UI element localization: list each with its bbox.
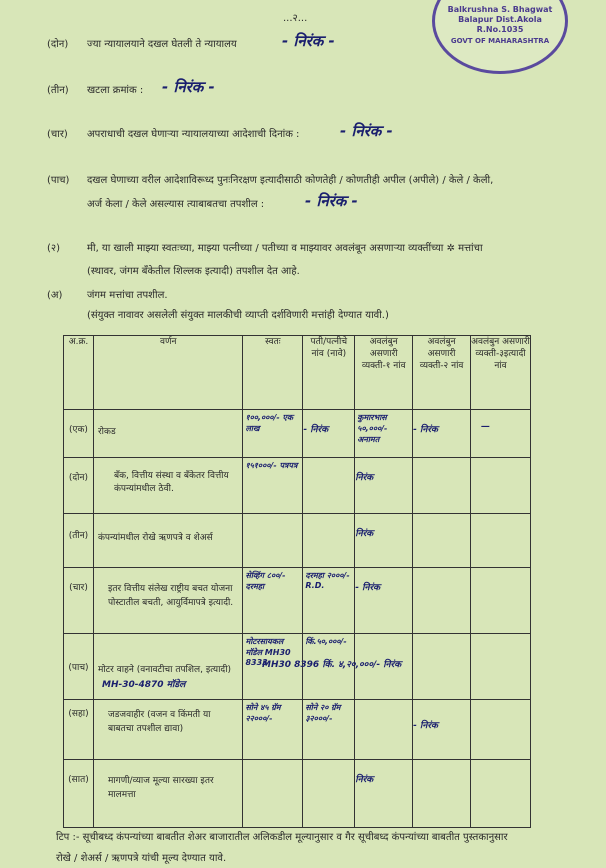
item-text: ज्या न्यायालयाने दखल घेतली ते न्यायालय xyxy=(87,39,237,50)
assets-table xyxy=(63,335,531,828)
row-self: सोने ४५ ग्रॅम २२०००/- xyxy=(243,700,303,760)
row-self xyxy=(243,514,303,568)
section2-line2: (स्थावर, जंगम बँकेतील शिल्लक इत्यादी) तपशील देत आहे. xyxy=(87,266,300,277)
table-row xyxy=(64,514,531,568)
row-desc: इतर वित्तीय संलेख राष्ट्रीय बचत योजना पोस्टातील बचती, आयुर्विमापत्रे इत्यादी. xyxy=(93,568,243,634)
row-num: (तीन) xyxy=(64,514,94,568)
footer-note-line2: रोखे / शेअर्स / ऋणपत्रे यांची मूल्य देण्यात यावे. xyxy=(56,853,227,864)
row-dep3 xyxy=(470,514,530,568)
row-dep1 xyxy=(355,700,413,760)
item-text: अपराधाची दखल घेणाऱ्या न्यायालयाच्या आदेशाची दिनांक : xyxy=(87,129,300,140)
row-dep1: - निरंक xyxy=(355,568,413,634)
row-dep2 xyxy=(413,514,471,568)
row-dep2 xyxy=(413,760,471,828)
row-self: सेव्हिंग ८००/- दरमहा xyxy=(243,568,303,634)
row-self xyxy=(243,760,303,828)
th-dep3: अवलंबुन असणारी व्यक्ती-३इत्यादी नांव xyxy=(470,336,530,410)
official-seal xyxy=(432,0,568,74)
row-dep2: - निरंक xyxy=(413,700,471,760)
item-text-line2: अर्ज केला / केले असल्यास त्याबाबतचा तपशील : xyxy=(87,199,265,210)
item-handwritten: - निरंक - xyxy=(162,78,215,96)
row-dep1: कुमारभास ५०,०००/- अनामत xyxy=(355,410,413,458)
row-desc: बँक, वित्तीय संस्था व बँकेतर वित्तीय कंपन्यांमधील ठेवी. xyxy=(93,458,243,514)
item-text: खटला क्रमांक : xyxy=(87,85,144,96)
item-num: (चार) xyxy=(47,129,68,140)
item-handwritten: - निरंक - xyxy=(340,122,393,140)
table-row xyxy=(64,568,531,634)
table-row xyxy=(64,700,531,760)
row-dep1: निरंक xyxy=(355,760,413,828)
row-spouse: सोने २० ग्रॅम ३२०००/- xyxy=(303,700,355,760)
sectionA-line1: जंगम मत्तांचा तपशील. xyxy=(87,290,168,301)
page-marker: ...२... xyxy=(283,13,308,24)
row-spouse xyxy=(303,760,355,828)
row-spouse: - निरंक xyxy=(303,410,355,458)
row-dep3 xyxy=(470,568,530,634)
row-self: १००,०००/- एक लाख xyxy=(243,410,303,458)
item-handwritten: - निरंक - xyxy=(305,192,358,210)
table-row xyxy=(64,760,531,828)
table-header-row xyxy=(64,336,531,410)
row-spouse xyxy=(303,514,355,568)
th-spouse: पती/पत्नीचे नांव (नावे) xyxy=(303,336,355,410)
row-desc: रोकड xyxy=(93,410,243,458)
row-dep2 xyxy=(413,458,471,514)
row-num: (सहा) xyxy=(64,700,94,760)
row-num: (चार) xyxy=(64,568,94,634)
seal-line3: R.No.1035 xyxy=(476,25,524,34)
section2-line1: मी, या खाली माझ्या स्वतःच्या, माझ्या पत्नीच्या / पतीच्या व माझ्यावर अवलंबून असणाऱ्या व्यक्तींच्या ✲ मत्तांचा xyxy=(87,243,483,254)
row-num: (पाच) xyxy=(64,634,94,700)
row-dep3: — xyxy=(470,410,530,458)
table-row xyxy=(64,458,531,514)
row-dep2: - निरंक xyxy=(413,410,471,458)
seal-line2: Balapur Dist.Akola xyxy=(458,15,542,24)
row-desc: मागणी/व्याज मूल्या सारख्या इतर मालमत्ता xyxy=(93,760,243,828)
row-dep1: निरंक xyxy=(355,458,413,514)
item-handwritten: - निरंक - xyxy=(282,32,335,50)
row-desc: कंपन्यांमधील रोखे ऋणपत्रे व शेअर्स xyxy=(93,514,243,568)
row-desc: मोटर वाहने (वनावटीचा तपशिल, इत्यादी) xyxy=(93,634,243,700)
item-num: (दोन) xyxy=(47,39,69,50)
row-self: मोटरसायकल मॉडेल MH30 8333 xyxy=(243,634,303,700)
table-row xyxy=(64,410,531,458)
sectionA-num: (अ) xyxy=(47,290,63,301)
row-spouse xyxy=(303,458,355,514)
row-dep2 xyxy=(413,568,471,634)
row-num: (सात) xyxy=(64,760,94,828)
vehicle-extra-note: MH-30-4870 मॉडेल xyxy=(102,680,186,690)
seal-line4: GOVT OF MAHARASHTRA xyxy=(450,37,550,45)
row-spouse: किं.५०,०००/- xyxy=(303,634,355,700)
section2-num: (२) xyxy=(47,243,61,254)
row-dep3 xyxy=(470,760,530,828)
row-num: (दोन) xyxy=(64,458,94,514)
sectionA-line2: (संयुक्त नावावर असलेली संयुक्त मालकीची व्याप्ती दर्शविणारी मत्तांही देण्यात यावी.) xyxy=(87,310,389,321)
th-desc: वर्णन xyxy=(93,336,243,410)
footer-note-line1: टिप :- सूचीबध्द कंपन्यांच्या बाबतीत शेअर बाजारातील अलिकडील मूल्यानुसार व गैर सूचीबध्द कंपन्यांच्या बाबतीत पुस्तकानुसार xyxy=(56,832,508,843)
row-num: (एक) xyxy=(64,410,94,458)
th-self: स्वतः xyxy=(243,336,303,410)
item-num: (तीन) xyxy=(47,85,69,96)
seal-line1: Balkrushna S. Bhagwat xyxy=(447,5,553,14)
row-dep2 xyxy=(413,634,471,700)
row-dep1: निरंक xyxy=(355,514,413,568)
row-spouse: दरमहा २०००/- R.D. xyxy=(303,568,355,634)
row-dep3 xyxy=(470,458,530,514)
row-desc: जडजवाहीर (वजन व किंमती या बाबतचा तपशील द्यावा) xyxy=(93,700,243,760)
item-num: (पाच) xyxy=(47,175,70,186)
row-dep3 xyxy=(470,634,530,700)
row-dep3 xyxy=(470,700,530,760)
item-text: दखल घेणाच्या वरील आदेशाविरूध्द पुनःनिरक्षण इत्यादीसाठी कोणतेही / कोणतीही अपील (अपीले) / केले / केली, xyxy=(87,175,494,186)
th-dep1: अवलंबुन असणारी व्यक्ती-१ नांव xyxy=(355,336,413,410)
th-dep2: अवलंबुन असणारी व्यक्ती-२ नांव xyxy=(413,336,471,410)
th-num: अ.क्र. xyxy=(64,336,94,410)
vehicle-extra-note-2: MH30 8396 किं. ४,२०,०००/- निरंक xyxy=(262,660,402,670)
row-self: १५१०००/- पत्रपत्र xyxy=(243,458,303,514)
